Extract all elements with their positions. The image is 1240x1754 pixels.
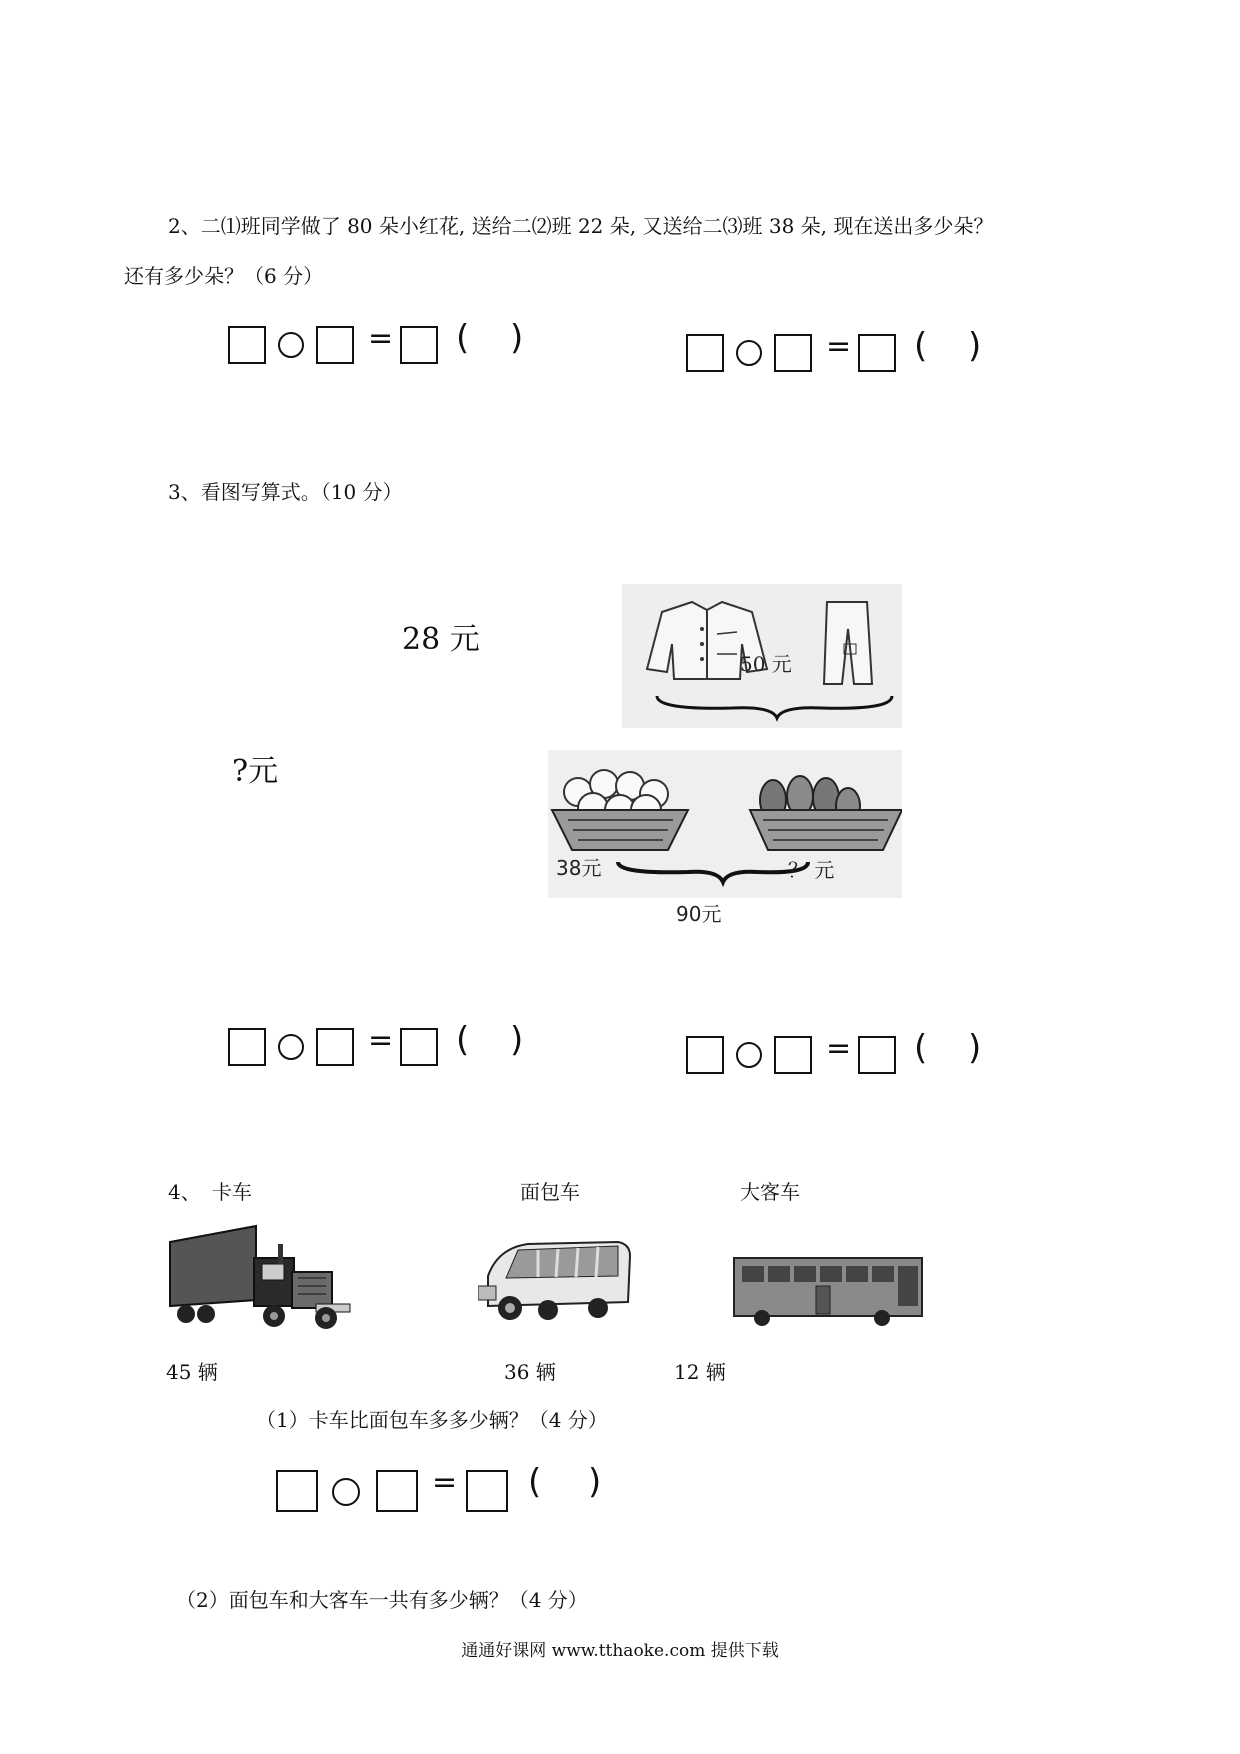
q3-title: 3、看图写算式。（10 分） xyxy=(168,480,403,504)
answer-box[interactable] xyxy=(316,326,354,364)
open-paren: ( xyxy=(456,1020,470,1060)
van-icon xyxy=(478,1236,634,1328)
open-paren: ( xyxy=(914,326,928,366)
answer-box[interactable] xyxy=(858,334,896,372)
close-paren: ) xyxy=(588,1462,602,1502)
bus-icon xyxy=(732,1252,926,1328)
answer-box[interactable] xyxy=(400,326,438,364)
equals-sign: = xyxy=(368,321,394,356)
operator-circle[interactable] xyxy=(278,1034,304,1060)
price-unknown: ?元 xyxy=(232,754,279,789)
answer-equation xyxy=(686,326,1006,376)
operator-circle[interactable] xyxy=(278,332,304,358)
truck-count: 45 辆 xyxy=(166,1360,218,1384)
open-paren: ( xyxy=(528,1462,542,1502)
answer-box[interactable] xyxy=(466,1470,508,1512)
q4-sub2: （2）面包车和大客车一共有多少辆？（4 分） xyxy=(176,1588,588,1612)
fruit-left-price: 38元 xyxy=(556,856,602,880)
answer-box[interactable] xyxy=(400,1028,438,1066)
truck-label: 卡车 xyxy=(212,1180,252,1204)
answer-box[interactable] xyxy=(686,334,724,372)
answer-box[interactable] xyxy=(228,326,266,364)
answer-box[interactable] xyxy=(228,1028,266,1066)
answer-equation xyxy=(228,318,548,368)
fruit-picture xyxy=(548,750,902,898)
q2-line1: 2、二⑴班同学做了 80 朵小红花, 送给二⑵班 22 朵, 又送给二⑶班 38 朵, 现在送出多少朵？ xyxy=(168,214,994,238)
answer-box[interactable] xyxy=(858,1036,896,1074)
clothes-picture xyxy=(622,584,902,728)
equals-sign: = xyxy=(826,329,852,364)
operator-circle[interactable] xyxy=(736,1042,762,1068)
close-paren: ) xyxy=(968,326,982,366)
equals-sign: = xyxy=(368,1023,394,1058)
close-paren: ) xyxy=(510,1020,524,1060)
answer-box[interactable] xyxy=(686,1036,724,1074)
price-28: 28 元 xyxy=(402,622,480,657)
q2-line2: 还有多少朵？（6 分） xyxy=(124,264,324,288)
close-paren: ) xyxy=(510,318,524,358)
bus-count: 12 辆 xyxy=(674,1360,726,1384)
answer-equation xyxy=(276,1462,616,1512)
van-count: 36 辆 xyxy=(504,1360,556,1384)
bus-label: 大客车 xyxy=(740,1180,800,1204)
open-paren: ( xyxy=(456,318,470,358)
answer-box[interactable] xyxy=(376,1470,418,1512)
open-paren: ( xyxy=(914,1028,928,1068)
answer-box[interactable] xyxy=(774,334,812,372)
equals-sign: = xyxy=(826,1031,852,1066)
answer-equation xyxy=(228,1020,548,1070)
q4-number: 4、 xyxy=(168,1180,201,1204)
answer-box[interactable] xyxy=(774,1036,812,1074)
answer-equation xyxy=(686,1028,1006,1078)
operator-circle[interactable] xyxy=(332,1478,360,1506)
clothes-price: 50 元 xyxy=(740,652,792,676)
fruit-total-price: 90元 xyxy=(676,902,722,926)
van-label: 面包车 xyxy=(520,1180,580,1204)
footer-text: 通通好课网 www.tthaoke.com 提供下载 xyxy=(461,1641,779,1661)
answer-box[interactable] xyxy=(276,1470,318,1512)
truck-icon xyxy=(166,1222,356,1332)
operator-circle[interactable] xyxy=(736,340,762,366)
equals-sign: = xyxy=(432,1465,458,1500)
q4-sub1: （1）卡车比面包车多多少辆？（4 分） xyxy=(256,1408,608,1432)
answer-box[interactable] xyxy=(316,1028,354,1066)
fruit-right-price: ？ 元 xyxy=(788,858,835,882)
close-paren: ) xyxy=(968,1028,982,1068)
